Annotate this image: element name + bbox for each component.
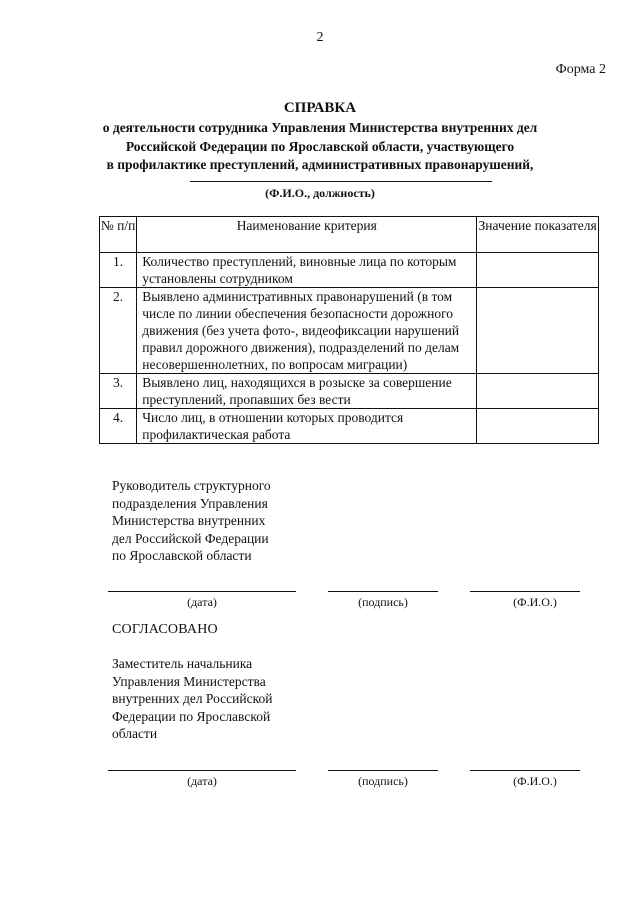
row-number: 4. [100, 409, 137, 444]
document-title: СПРАВКА [283, 100, 357, 116]
table-header-row [100, 217, 599, 253]
value-cell[interactable] [477, 288, 599, 374]
column-header-value: Значение показателя [477, 217, 599, 253]
table-row [100, 253, 599, 288]
date-fill-line[interactable] [108, 591, 296, 592]
document-subtitle [0, 119, 640, 175]
signature-fill-line[interactable] [328, 770, 438, 771]
signature-fill-line[interactable] [328, 591, 438, 592]
column-header-number: № п/п [100, 217, 137, 253]
deputy-position-line: области [112, 726, 158, 741]
row-number: 1. [100, 253, 137, 288]
row-number: 3. [100, 374, 137, 409]
subtitle-line: Российской Федерации по Ярославской области, участвующего [125, 138, 515, 154]
fio-caption: (Ф.И.О., должность) [265, 186, 375, 200]
fio-signature-caption: (Ф.И.О.) [513, 774, 557, 788]
value-cell[interactable] [477, 253, 599, 288]
date-caption: (дата) [187, 774, 217, 788]
head-position-line: Руководитель структурного [112, 478, 271, 493]
fio-fill-line[interactable] [190, 181, 492, 182]
fio-signature-fill-line[interactable] [470, 770, 580, 771]
criterion-name: Число лиц, в отношении которых проводится профилактическая работа [137, 409, 477, 444]
criterion-name: Выявлено лиц, находящихся в розыске за совершение преступлений, пропавших без вести [137, 374, 477, 409]
signature-caption: (подпись) [358, 595, 408, 609]
column-header-criterion: Наименование критерия [137, 217, 477, 253]
table-row [100, 288, 599, 374]
deputy-position-line: внутренних дел Российской [112, 691, 273, 706]
head-position-line: по Ярославской области [112, 548, 252, 563]
table-row [100, 409, 599, 444]
page-number: 2 [316, 30, 324, 45]
row-number: 2. [100, 288, 137, 374]
deputy-position-line: Федерации по Ярославской [112, 708, 271, 724]
criterion-name: Количество преступлений, виновные лица по которым установлены сотрудником [137, 253, 477, 288]
head-position-block [112, 477, 271, 565]
criterion-name: Выявлено административных правонарушений (в том числе по линии обеспечения безопасности дорожного движения (без учета фото-, видеофиксации нарушений правил дорожного движения), подразделений по делам несовершеннолетних, по вопросам миграции) [137, 288, 477, 374]
head-position-line: Министерства внутренних [112, 513, 266, 528]
fio-signature-fill-line[interactable] [470, 591, 580, 592]
value-cell[interactable] [477, 409, 599, 444]
deputy-position-line: Управления Министерства [112, 673, 266, 689]
agreed-label: СОГЛАСОВАНО [112, 622, 218, 637]
subtitle-line: в профилактике преступлений, административных правонарушений, [106, 157, 534, 172]
value-cell[interactable] [477, 374, 599, 409]
deputy-position-line: Заместитель начальника [112, 656, 253, 671]
form-label: Форма 2 [555, 62, 606, 77]
criteria-table [99, 216, 599, 444]
deputy-position-block [112, 655, 272, 743]
head-position-line: подразделения Управления [112, 495, 268, 511]
subtitle-line: о деятельности сотрудника Управления Министерства внутренних дел [102, 120, 538, 135]
table-row [100, 374, 599, 409]
date-caption: (дата) [187, 595, 217, 609]
fio-signature-caption: (Ф.И.О.) [513, 595, 557, 609]
date-fill-line[interactable] [108, 770, 296, 771]
head-position-line: дел Российской Федерации [112, 530, 269, 546]
signature-caption: (подпись) [358, 774, 408, 788]
